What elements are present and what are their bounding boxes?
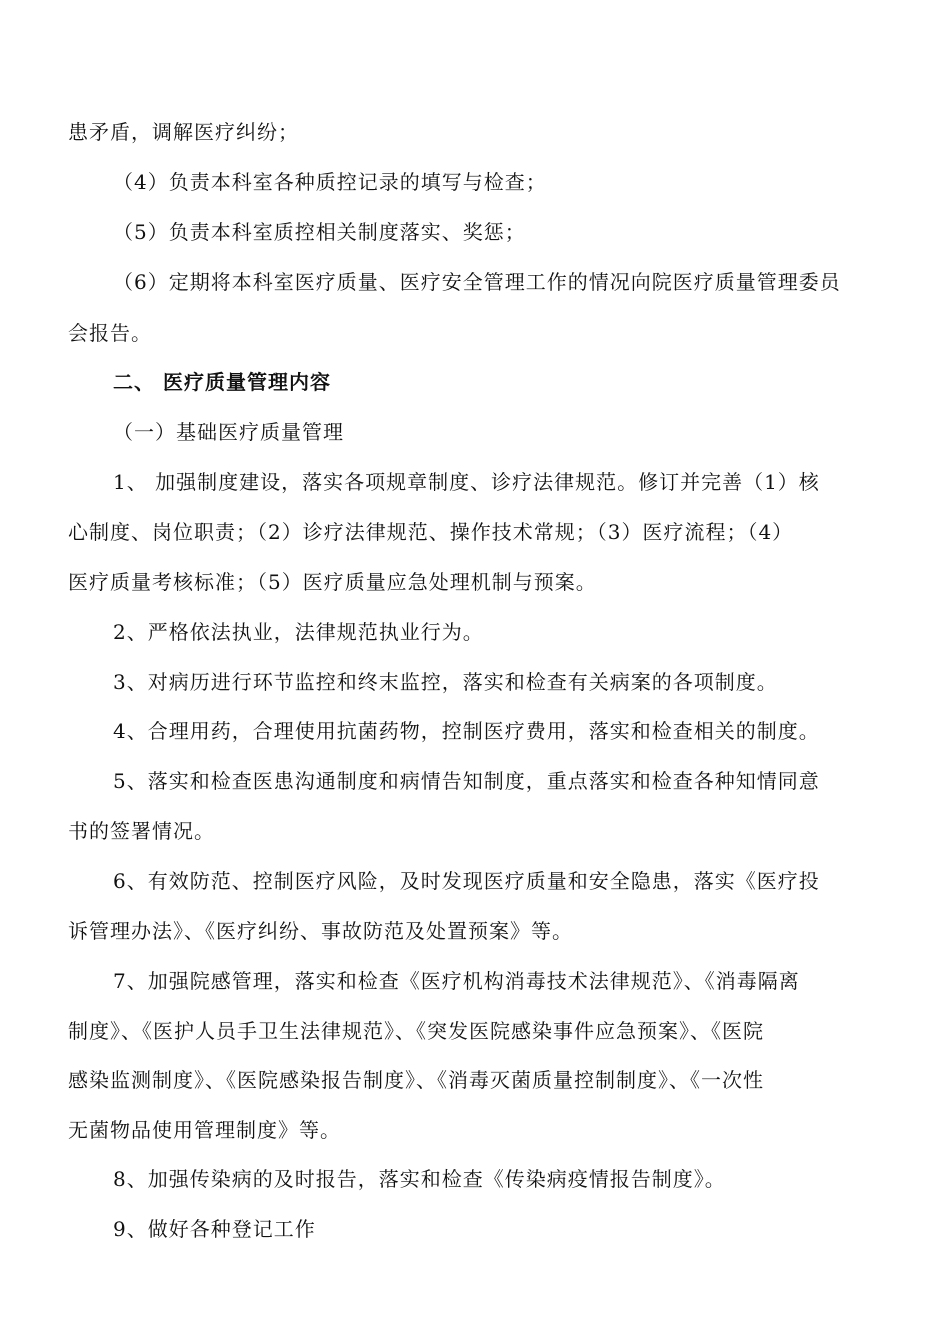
text-line: 书的签署情况。 (68, 819, 215, 843)
text-line: 会报告。 (68, 321, 152, 345)
text-line: 2、严格依法执业，法律规范执业行为。 (113, 620, 484, 644)
text-line: （5）负责本科室质控相关制度落实、奖惩； (113, 220, 526, 244)
text-line: 诉管理办法》、《医疗纠纷、事故防范及处置预案》等。 (68, 919, 573, 943)
text-line: 医疗质量考核标准；（5）医疗质量应急处理机制与预案。 (68, 570, 597, 594)
text-line: 心制度、岗位职责；（2）诊疗法律规范、操作技术常规；（3）医疗流程；（4） (68, 520, 794, 544)
text-line: 患矛盾，调解医疗纠纷； (68, 120, 299, 144)
text-line: 4、合理用药，合理使用抗菌药物，控制医疗费用，落实和检查相关的制度。 (113, 719, 820, 743)
text-line: 9、做好各种登记工作 (113, 1217, 316, 1241)
text-line: 3、对病历进行环节监控和终末监控，落实和检查有关病案的各项制度。 (113, 670, 778, 694)
text-line: 5、落实和检查医患沟通制度和病情告知制度，重点落实和检查各种知情同意 (113, 769, 820, 793)
text-line: 1、 加强制度建设，落实各项规章制度、诊疗法律规范。修订并完善（1）核 (113, 470, 820, 494)
text-line: 感染监测制度》、《医院感染报告制度》、《消毒灭菌质量控制制度》、《一次性 (68, 1068, 764, 1092)
text-line: （6）定期将本科室医疗质量、医疗安全管理工作的情况向院医疗质量管理委员 (113, 270, 841, 294)
section-heading: 二、 医疗质量管理内容 (113, 370, 331, 394)
text-line: 7、加强院感管理，落实和检查《医疗机构消毒技术法律规范》、《消毒隔离 (113, 969, 800, 993)
text-line: （4）负责本科室各种质控记录的填写与检查； (113, 170, 547, 194)
text-line: 6、有效防范、控制医疗风险，及时发现医疗质量和安全隐患，落实《医疗投 (113, 869, 820, 893)
text-line: 无菌物品使用管理制度》等。 (68, 1118, 341, 1142)
text-line: 制度》、《医护人员手卫生法律规范》、《突发医院感染事件应急预案》、《医院 (68, 1019, 764, 1043)
subsection-heading: （一）基础医疗质量管理 (113, 420, 344, 444)
text-line: 8、加强传染病的及时报告，落实和检查《传染病疫情报告制度》。 (113, 1167, 726, 1191)
